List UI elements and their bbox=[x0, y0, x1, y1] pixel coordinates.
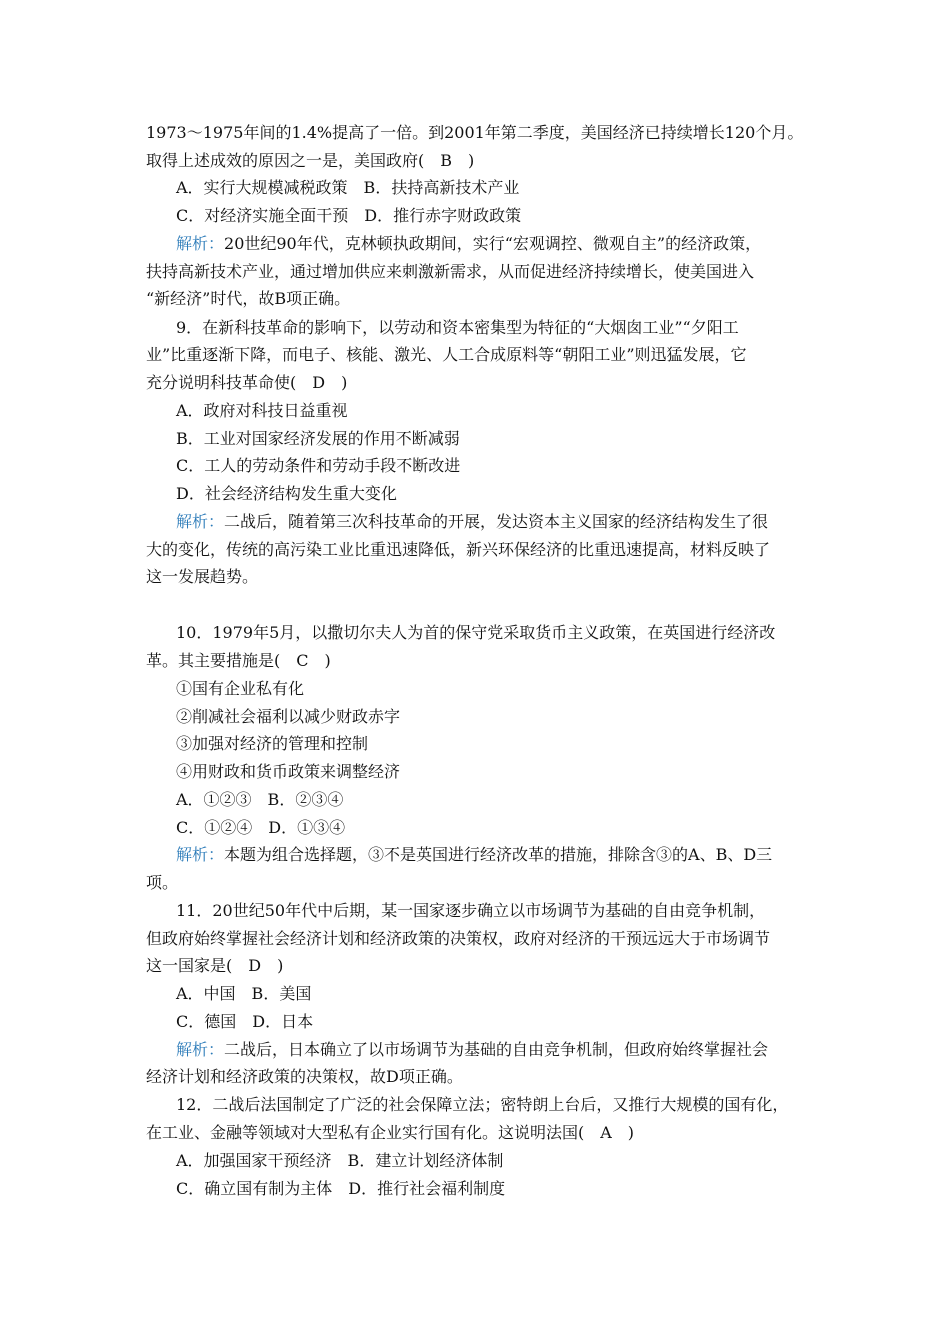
q12-options-line: A．加强国家干预经济 B．建立计划经济体制 bbox=[176, 1151, 504, 1170]
q9-stem-line: 充分说明科技革命使( D ) bbox=[146, 373, 348, 392]
q10-options-line: A．①②③ B．②③④ bbox=[176, 790, 344, 809]
q11-options-line: A．中国 B．美国 bbox=[176, 984, 312, 1003]
analysis-label: 解析： bbox=[176, 845, 225, 864]
q10-analysis-line: 项。 bbox=[146, 873, 179, 892]
q8-analysis-line bbox=[176, 234, 761, 254]
analysis-label: 解析： bbox=[176, 1040, 225, 1059]
q12-stem-line: 12．二战后法国制定了广泛的社会保障立法；密特朗上台后，又推行大规模的国有化， bbox=[176, 1095, 789, 1114]
q9-option-d: D．社会经济结构发生重大变化 bbox=[176, 484, 397, 503]
q9-stem-line: 9．在新科技革命的影响下，以劳动和资本密集型为特征的“大烟囱工业”“夕阳工 bbox=[176, 318, 739, 337]
q10-item: ①国有企业私有化 bbox=[176, 679, 305, 698]
q9-option-c: C．工人的劳动条件和劳动手段不断改进 bbox=[176, 456, 461, 475]
q11-stem-line: 这一国家是( D ) bbox=[146, 956, 284, 975]
q8-options-line: C．对经济实施全面干预 D．推行赤字财政政策 bbox=[176, 206, 522, 225]
q11-analysis-line bbox=[176, 1040, 768, 1060]
q8-stem-line: 取得上述成效的原因之一是，美国政府( B ) bbox=[146, 151, 475, 170]
q8-options-line: A．实行大规模减税政策 B．扶持高新技术产业 bbox=[176, 178, 520, 197]
q11-analysis-text: 二战后，日本确立了以市场调节为基础的自由竞争机制，但政府始终掌握社会 bbox=[224, 1040, 769, 1059]
q12-options-line: C．确立国有制为主体 D．推行社会福利制度 bbox=[176, 1179, 506, 1198]
q9-analysis-line: 大的变化，传统的高污染工业比重迅速降低，新兴环保经济的比重迅速提高，材料反映了 bbox=[146, 540, 771, 559]
q10-item: ④用财政和货币政策来调整经济 bbox=[176, 762, 401, 781]
q10-analysis-text: 本题为组合选择题，③不是英国进行经济改革的措施，排除含③的A、B、D三 bbox=[224, 845, 773, 864]
q10-options-line: C．①②④ D．①③④ bbox=[176, 818, 346, 837]
q9-option-a: A．政府对科技日益重视 bbox=[176, 401, 348, 420]
q9-analysis-line: 这一发展趋势。 bbox=[146, 567, 259, 586]
q11-stem-line: 但政府始终掌握社会经济计划和经济政策的决策权，政府对经济的干预远远大于市场调节 bbox=[146, 929, 771, 948]
q9-analysis-line bbox=[176, 512, 768, 532]
q12-stem-line: 在工业、金融等领域对大型私有企业实行国有化。这说明法国( A ) bbox=[146, 1123, 635, 1142]
q10-analysis-line bbox=[176, 845, 772, 865]
q11-options-line: C．德国 D．日本 bbox=[176, 1012, 314, 1031]
q10-item: ②削减社会福利以减少财政赤字 bbox=[176, 707, 401, 726]
q11-analysis-line: 经济计划和经济政策的决策权，故D项正确。 bbox=[146, 1067, 463, 1086]
analysis-label: 解析： bbox=[176, 234, 225, 253]
q11-stem-line: 11．20世纪50年代中后期，某一国家逐步确立以市场调节为基础的自由竞争机制， bbox=[176, 901, 766, 920]
analysis-label: 解析： bbox=[176, 512, 225, 531]
q10-stem-line: 10．1979年5月，以撒切尔夫人为首的保守党采取货币主义政策，在英国进行经济改 bbox=[176, 623, 776, 642]
q10-item: ③加强对经济的管理和控制 bbox=[176, 734, 369, 753]
q8-analysis-line: “新经济”时代，故B项正确。 bbox=[146, 289, 351, 308]
q8-analysis-text: 20世纪90年代，克林顿执政期间，实行“宏观调控、微观自主”的经济政策， bbox=[224, 234, 762, 253]
q9-stem-line: 业”比重逐渐下降，而电子、核能、激光、人工合成原料等“朝阳工业”则迅猛发展，它 bbox=[146, 345, 747, 364]
q8-analysis-line: 扶持高新技术产业，通过增加供应来刺激新需求，从而促进经济持续增长，使美国进入 bbox=[146, 262, 755, 281]
q10-stem-line: 革。其主要措施是( C ) bbox=[146, 651, 331, 670]
q8-stem-line: 1973～1975年间的1.4%提高了一倍。到2001年第二季度，美国经济已持续增长120个月。 bbox=[146, 123, 804, 142]
q9-analysis-text: 二战后，随着第三次科技革命的开展，发达资本主义国家的经济结构发生了很 bbox=[224, 512, 769, 531]
q9-option-b: B．工业对国家经济发展的作用不断减弱 bbox=[176, 429, 460, 448]
